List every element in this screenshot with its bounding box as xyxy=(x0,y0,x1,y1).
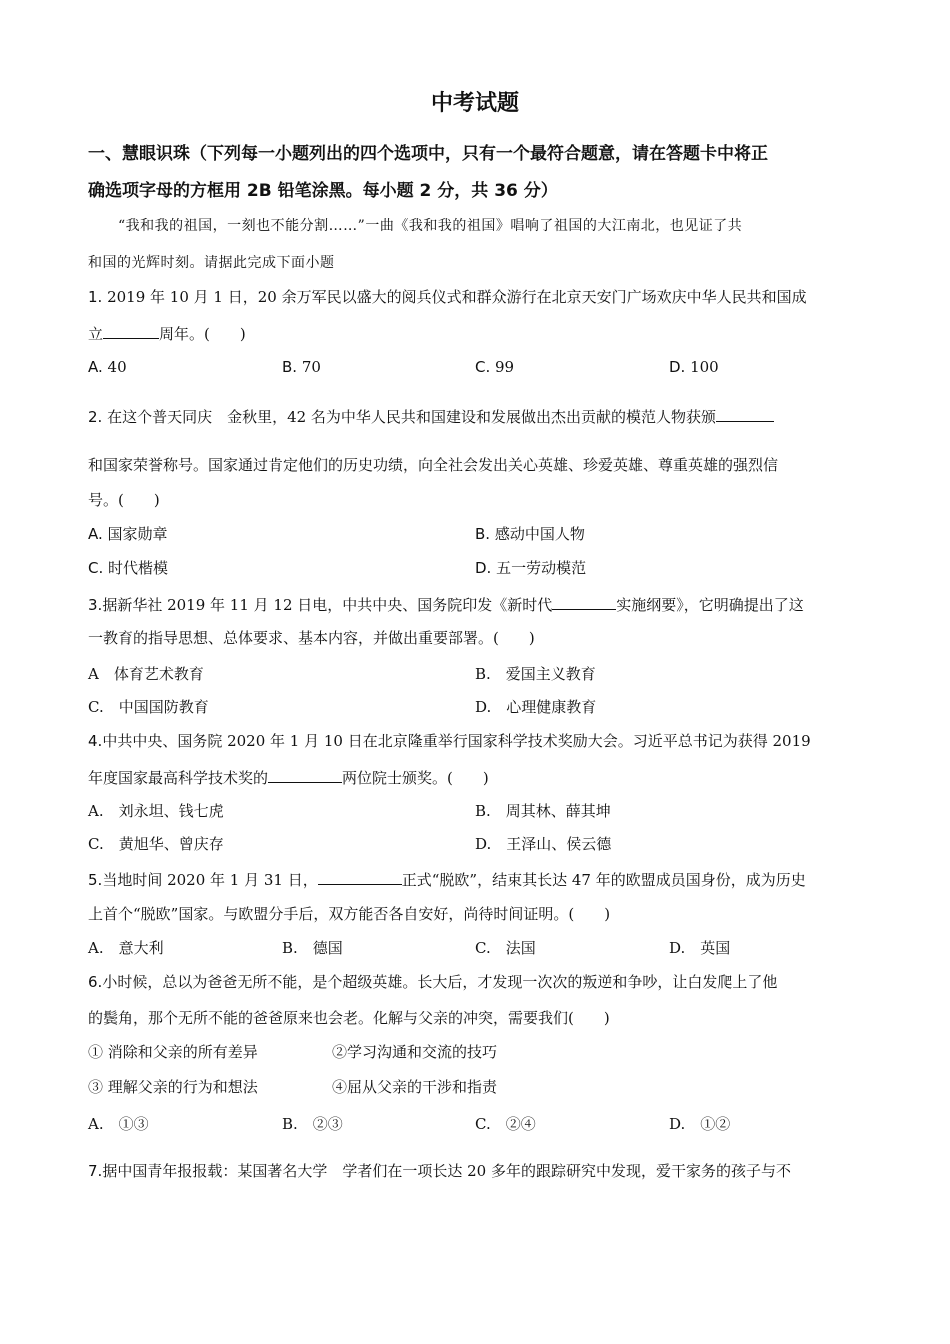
question-3-number: 3. xyxy=(88,596,103,614)
intro-line-1: “我和我的祖国，一刻也不能分割……”一曲《我和我的祖国》唱响了祖国的大江南北，也见证了共 xyxy=(118,218,743,234)
question-4-text-1: 中共中央、国务院 2020 年 1 月 10 日在北京隆重举行国家科学技术奖励大会。习近平总书记为获得 2019 xyxy=(102,732,811,750)
statement-2: ②学习沟通和交流的技巧 xyxy=(332,1043,498,1061)
question-7-text-1: 据中国青年报报载：某国著名大学 学者们在一项长达 20 多年的跟踪研究中发现，爱干家务的孩子与不 xyxy=(102,1162,791,1180)
statement-3: ③ 理解父亲的行为和想法 xyxy=(88,1078,258,1096)
option-a: A. 40 xyxy=(88,358,127,376)
option-c: C. ②④ xyxy=(475,1115,536,1133)
question-6-line-1 xyxy=(88,972,777,992)
option-b: B. 德国 xyxy=(282,939,343,957)
question-1-text-1: 2019 年 10 月 1 日，20 余万军民以盛大的阅兵仪式和群众游行在北京天安门广场欢庆中华人民共和国成 xyxy=(102,288,807,306)
question-5-line-2: 上首个“脱欧”国家。与欧盟分手后，双方能否各自安好，尚待时间证明。( ) xyxy=(88,905,611,923)
option-d: D. 王泽山、侯云德 xyxy=(475,835,612,853)
question-4-options-row-2 xyxy=(88,834,888,856)
question-3-options-row-1 xyxy=(88,664,888,686)
statement-4: ④屈从父亲的干涉和指责 xyxy=(332,1078,498,1096)
option-d: D. ①② xyxy=(669,1115,731,1133)
question-2-options-row-2 xyxy=(88,558,888,580)
question-2-number: 2. xyxy=(88,408,103,426)
question-7-line-1 xyxy=(88,1161,791,1181)
statement-1: ① 消除和父亲的所有差异 xyxy=(88,1043,258,1061)
question-6-line-2: 的鬓角，那个无所不能的爸爸原来也会老。化解与父亲的冲突，需要我们( ) xyxy=(88,1009,610,1027)
question-3-text-1b: 实施纲要》，它明确提出了这 xyxy=(616,596,804,614)
option-c: C. 法国 xyxy=(475,939,536,957)
option-c: C. 中国国防教育 xyxy=(88,698,209,716)
question-6-statements-row-1 xyxy=(88,1042,888,1064)
question-5-number: 5. xyxy=(88,871,103,889)
section-heading-line-1: 一、慧眼识珠（下列每一小题列出的四个选项中，只有一个最符合题意，请在答题卡中将正 xyxy=(88,144,768,164)
option-d: D. 英国 xyxy=(669,939,731,957)
question-7-number: 7. xyxy=(88,1162,103,1180)
option-b: B. 70 xyxy=(282,358,321,376)
question-2-line-3: 号。( ) xyxy=(88,491,160,509)
question-4-line-2 xyxy=(88,766,489,788)
answer-blank xyxy=(318,868,402,885)
question-4-text-2b: 两位院士颁奖。( ) xyxy=(342,769,489,787)
option-c: C. 黄旭华、曾庆存 xyxy=(88,835,224,853)
question-1-options xyxy=(88,357,888,379)
option-b: B. 周其林、薛其坤 xyxy=(475,802,611,820)
question-1-text-2b: 周年。( ) xyxy=(159,325,246,343)
option-b: B. 爱国主义教育 xyxy=(475,665,596,683)
option-a: A 体育艺术教育 xyxy=(88,665,204,683)
answer-blank xyxy=(103,322,159,339)
question-1-number: 1. xyxy=(88,288,103,306)
option-a: A. ①③ xyxy=(88,1115,149,1133)
question-6-text-1: 小时候，总以为爸爸无所不能，是个超级英雄。长大后，才发现一次次的叛逆和争吵，让白发爬上了他 xyxy=(102,973,778,991)
option-a: A. 意大利 xyxy=(88,939,164,957)
question-3-options-row-2 xyxy=(88,697,888,719)
question-3-line-1 xyxy=(88,593,804,615)
question-5-line-1 xyxy=(88,868,806,890)
question-2-line-1 xyxy=(88,405,774,427)
option-b: B. ②③ xyxy=(282,1115,343,1133)
question-5-text-1a: 当地时间 2020 年 1 月 31 日， xyxy=(102,871,318,889)
option-d: D. 心理健康教育 xyxy=(475,698,597,716)
option-a: A. 国家勋章 xyxy=(88,525,168,543)
answer-blank xyxy=(552,593,616,610)
question-4-line-1 xyxy=(88,731,811,751)
option-a: A. 刘永坦、钱七虎 xyxy=(88,802,224,820)
option-c: C. 时代楷模 xyxy=(88,559,169,577)
question-2-text-1: 在这个普天同庆 金秋里，42 名为中华人民共和国建设和发展做出杰出贡献的模范人物获颁 xyxy=(102,408,716,426)
section-heading-line-2: 确选项字母的方框用 2B 铅笔涂黑。每小题 2 分，共 36 分） xyxy=(88,181,558,201)
question-5-options xyxy=(88,938,888,960)
question-4-options-row-1 xyxy=(88,801,888,823)
page-title: 中考试题 xyxy=(430,91,519,116)
question-1-line-1 xyxy=(88,287,807,307)
option-d: D. 100 xyxy=(669,358,719,376)
option-d: D. 五一劳动模范 xyxy=(475,559,587,577)
question-4-number: 4. xyxy=(88,732,103,750)
option-b: B. 感动中国人物 xyxy=(475,525,585,543)
option-c: C. 99 xyxy=(475,358,515,376)
question-3-text-1a: 据新华社 2019 年 11 月 12 日电，中共中央、国务院印发《新时代 xyxy=(102,596,553,614)
question-2-options-row-1 xyxy=(88,524,888,546)
question-6-number: 6. xyxy=(88,973,103,991)
question-4-text-2a: 年度国家最高科学技术奖的 xyxy=(88,769,269,787)
question-2-line-2: 和国家荣誉称号。国家通过肯定他们的历史功绩，向全社会发出关心英雄、珍爱英雄、尊重英雄的强烈信 xyxy=(88,456,779,474)
question-3-line-2: 一教育的指导思想、总体要求、基本内容，并做出重要部署。( ) xyxy=(88,629,535,647)
intro-line-2: 和国的光辉时刻。请据此完成下面小题 xyxy=(88,255,335,271)
question-1-line-2 xyxy=(88,322,246,344)
question-6-options xyxy=(88,1114,888,1136)
answer-blank xyxy=(268,766,342,783)
answer-blank xyxy=(716,405,774,422)
question-1-text-2a: 立 xyxy=(88,325,104,343)
question-6-statements-row-2 xyxy=(88,1077,888,1099)
question-5-text-1b: 正式“脱欧”，结束其长达 47 年的欧盟成员国身份，成为历史 xyxy=(401,871,806,889)
